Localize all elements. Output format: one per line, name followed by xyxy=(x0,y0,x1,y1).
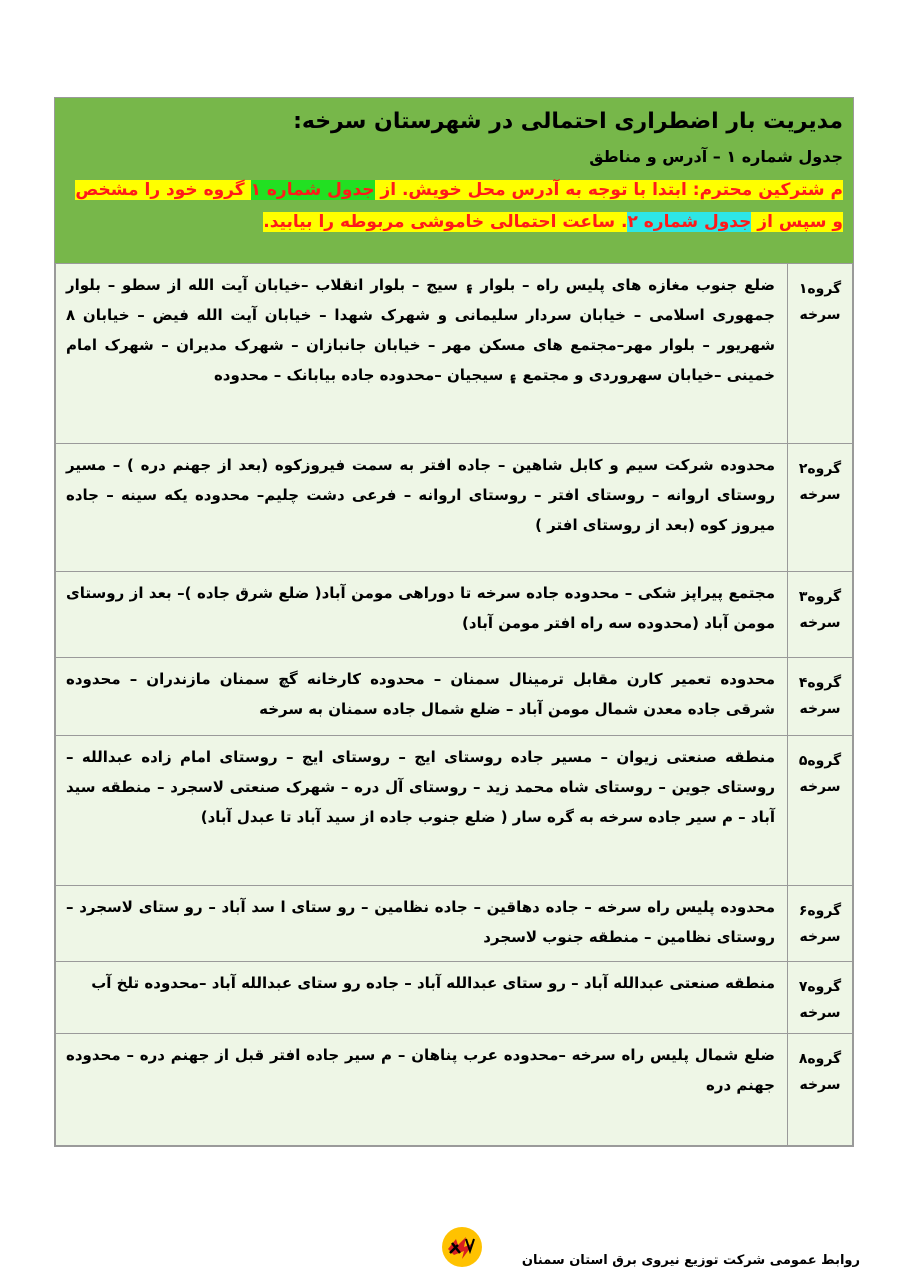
group-city: سرخه xyxy=(799,929,841,945)
groups-table xyxy=(55,263,853,1146)
table-row xyxy=(56,444,853,572)
areas-cell: منطقه صنعتی زیوان – مسیر جاده روستای ایج – روستای ایج – روستای امام زاده عبدالله – روستای جوین – روستای شاه محمد زید – روستای آل دره – شهرک صنعتی لاسجرد – منطقه سید آباد – م سیر جاده سرخه به گره سار ( ضلع جنوب جاده از سید آباد تا عبدل آباد) xyxy=(56,736,788,886)
header-panel xyxy=(55,98,853,263)
group-city: سرخه xyxy=(799,701,841,717)
areas-cell: ضلع شمال پلیس راه سرخه –محدوده عرب پناهان – م سیر جاده افتر قبل از جهنم دره – محدوده جهنم دره xyxy=(56,1034,788,1146)
group-cell xyxy=(788,736,853,886)
notice-part-5: . ساعت احتمالی خاموشی مربوطه را بیابید. xyxy=(263,212,628,232)
group-cell xyxy=(788,658,853,736)
areas-cell: مجتمع پیراپز شکی – محدوده جاده سرخه تا دوراهی مومن آباد( ضلع شرق جاده )– بعد از روستای مومن آباد (محدوده سه راه افتر مومن آباد) xyxy=(56,572,788,658)
group-name: گروه۱ xyxy=(798,281,842,297)
group-cell xyxy=(788,572,853,658)
notice-part-1: م شترکین محترم: ابتدا با توجه به آدرس محل خویش. از xyxy=(374,180,843,200)
table-row xyxy=(56,736,853,886)
group-cell xyxy=(788,962,853,1034)
group-name: گروه۶ xyxy=(798,903,842,919)
group-name: گروه۵ xyxy=(798,753,842,769)
areas-cell: محدوده تعمیر کارن مقابل ترمینال سمنان – محدوده کارخانه گچ سمنان مازندران – محدوده شرقی جاده معدن شمال مومن آباد – ضلع شمال جاده سمنان به سرخه xyxy=(56,658,788,736)
group-city: سرخه xyxy=(799,307,841,323)
footer-text: روابط عمومی شرکت توزیع نیروی برق استان سمنان xyxy=(521,1253,860,1268)
page-title: مدیریت بار اضطراری احتمالی در شهرستان سرخه: xyxy=(293,109,843,134)
group-city: سرخه xyxy=(799,487,841,503)
areas-cell: محدوده پلیس راه سرخه – جاده دهاقین – جاده نظامین – رو ستای ا سد آباد – رو ستای لاسجرد – روستای نظامین – منطقه جنوب لاسجرد xyxy=(56,886,788,962)
group-cell xyxy=(788,264,853,444)
notice-ref-table-2: جدول شماره ۲ xyxy=(627,212,752,232)
group-city: سرخه xyxy=(799,615,841,631)
areas-cell: منطقه صنعتی عبدالله آباد – رو ستای عبدالله آباد – جاده رو ستای عبدالله آباد –محدوده تلخ آب xyxy=(56,962,788,1034)
group-cell xyxy=(788,1034,853,1146)
areas-cell: ضلع جنوب مغازه های پلیس راه – بلوار ۽ سیج – بلوار انقلاب –خیابان آیت الله از سطو – بلوار جمهوری اسلامی – خیابان سردار سلیمانی و شهرک شهدا – خیابان آیت الله فیض – خیابان ۸ شهریور – بلوار مهر–مجتمع های مسکن مهر – خیابان جانبازان – شهرک مدیران – شهرک امام خمینی –خیابان سهروردی و مجتمع ۽ سیجیان –محدوده جاده بیابانک – محدوده xyxy=(56,264,788,444)
table-row xyxy=(56,572,853,658)
table-caption: جدول شماره ۱ – آدرس و مناطق xyxy=(589,147,843,166)
table-row xyxy=(56,886,853,962)
group-city: سرخه xyxy=(799,1005,841,1021)
group-cell xyxy=(788,444,853,572)
table-row xyxy=(56,1034,853,1146)
notice-text xyxy=(65,174,843,238)
table-row xyxy=(56,658,853,736)
notice-part-3: گروه خود را مشخص و سپس از xyxy=(75,180,843,232)
areas-cell: محدوده شرکت سیم و کابل شاهین – جاده افتر به سمت فیروزکوه (بعد از جهنم دره ) – مسیر روستای اروانه – روستای افتر – روستای اروانه – فرعی دشت چلیم– محدوده یکه سینه – جاده میروز کوه (بعد از روستای افتر ) xyxy=(56,444,788,572)
table-row xyxy=(56,264,853,444)
power-distribution-logo-icon xyxy=(440,1225,484,1269)
notice-ref-table-1: جدول شماره ۱ xyxy=(250,180,375,200)
group-name: گروه۸ xyxy=(798,1051,842,1067)
group-city: سرخه xyxy=(799,779,841,795)
group-cell xyxy=(788,886,853,962)
group-name: گروه۲ xyxy=(798,461,842,477)
document-container xyxy=(54,97,854,1147)
footer xyxy=(420,1225,860,1275)
group-name: گروه۷ xyxy=(798,979,842,995)
table-row xyxy=(56,962,853,1034)
group-name: گروه۴ xyxy=(798,675,842,691)
group-name: گروه۳ xyxy=(798,589,842,605)
group-city: سرخه xyxy=(799,1077,841,1093)
